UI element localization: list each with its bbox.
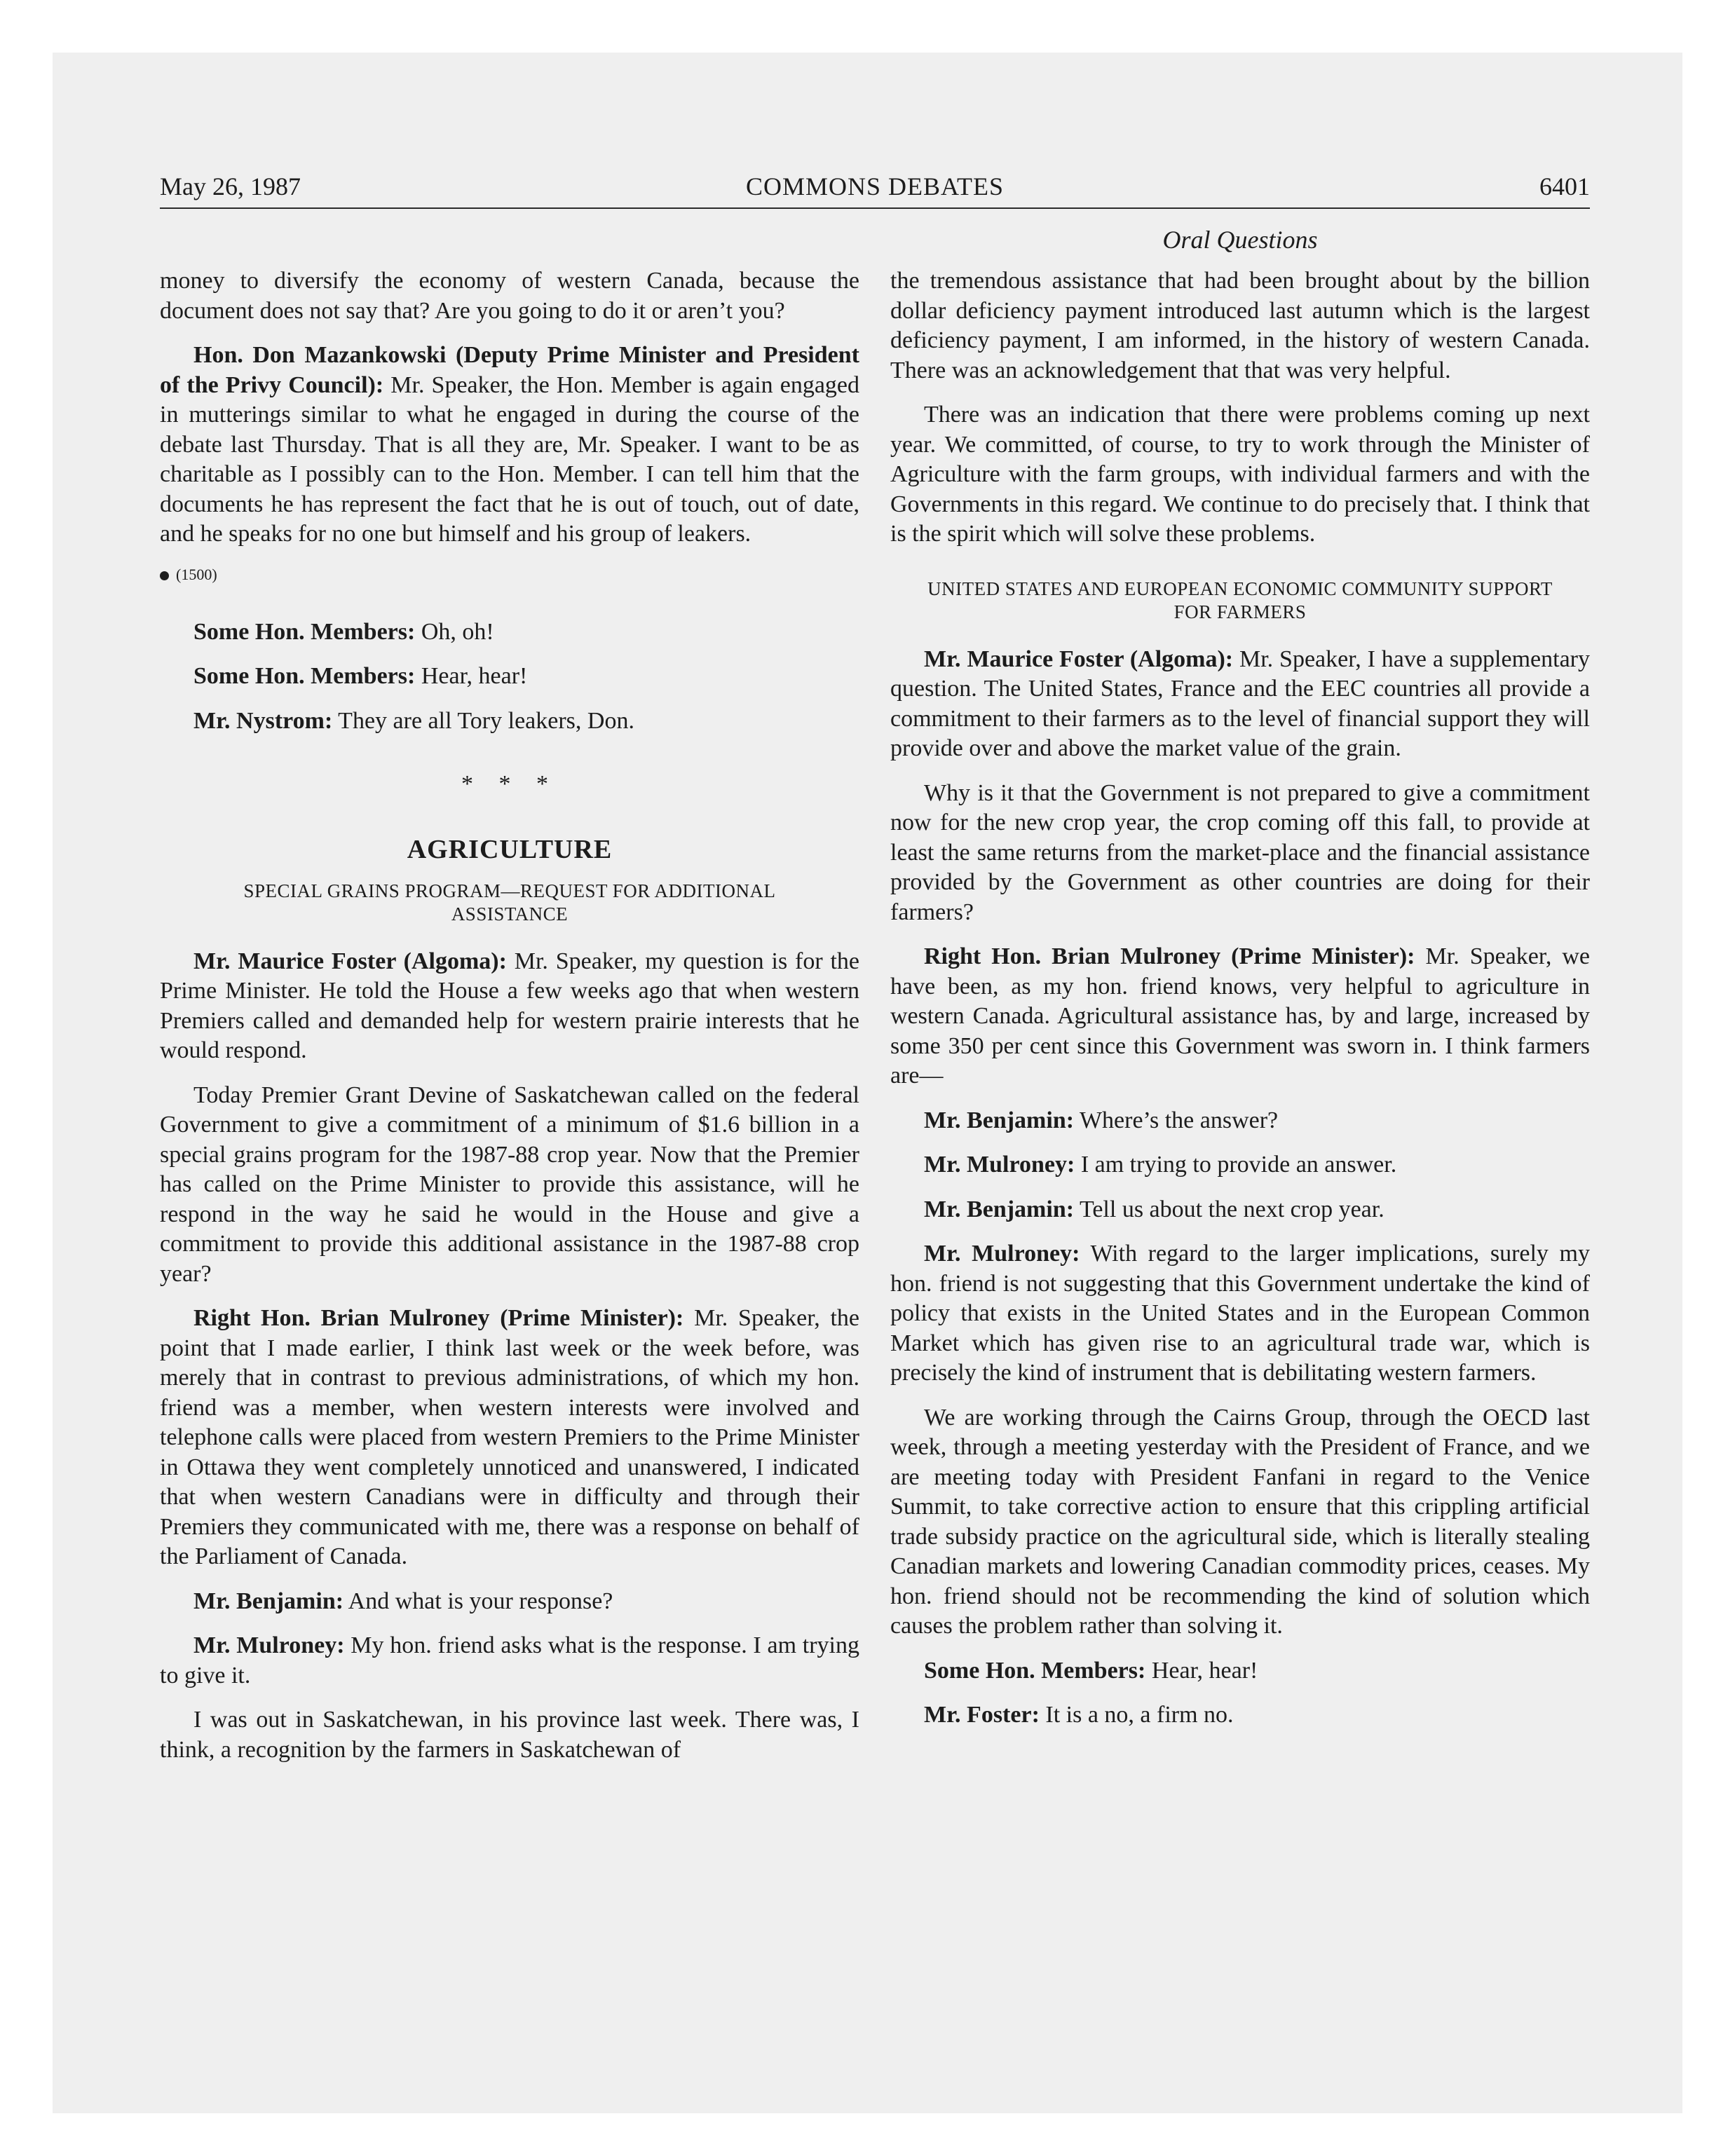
speaker-name: Right Hon. Brian Mulroney (Prime Minister): — [193, 1305, 684, 1331]
speech-text: Mr. Speaker, the Hon. Member is again engaged in mutterings similar to what he engaged in during the course of the debate last Thursday. That is all they are, Mr. Speaker. I want to be as charitable as I possibly can to the Hon. Member. I can tell him that the documents he has represent the fact that he is out of touch, out of date, and he speaks for no one but himself and his group of leakers. — [160, 371, 860, 547]
speech-text: Mr. Speaker, the point that I made earlier, I think last week or the week before, was merely that in contrast to previous administrations, of which my hon. friend was a member, when western interests were involved and telephone calls were placed from western Premiers to the Prime Minister in Ottawa they went completely unnoticed and unanswered, I indicated that when western Canadians were in difficulty and through their Premiers they communicated with me, there was a response on behalf of the Parliament of Canada. — [160, 1305, 860, 1569]
speech-text: Mr. Speaker, I have a supplementary question. The United States, France and the EEC countries all provide a commitment to their farmers as to the level of financial support they will provide over and above the market value of the grain. — [890, 646, 1590, 761]
paragraph — [160, 1304, 859, 1572]
subsection-heading: UNITED STATES AND EUROPEAN ECONOMIC COMMUNITY SUPPORT FOR FARMERS — [927, 578, 1553, 622]
paragraph — [160, 341, 859, 550]
paragraph: There was an indication that there were problems coming up next year. We committed, of course, to try to work through the Minister of Agriculture with the farm groups, with individual farmers and with the Governments in this regard. We continue to do precisely that. I think that is the spirit which will solve these problems. — [890, 402, 1590, 547]
bullet-icon — [160, 571, 169, 580]
speaker-name: Right Hon. Brian Mulroney (Prime Minister): — [924, 943, 1415, 969]
speaker-name: Mr. Benjamin: — [193, 1588, 344, 1614]
speaker-name: Mr. Mulroney: — [924, 1241, 1080, 1267]
speech-text: Mr. Speaker, my question is for the Prime Minister. He told the House a few weeks ago that when western Premiers called and demanded help for western prairie interests that he would respond. — [160, 948, 859, 1063]
paragraph — [160, 707, 859, 737]
time-marker — [160, 564, 859, 585]
paragraph — [160, 1631, 859, 1691]
paragraph — [160, 662, 859, 692]
right-column — [890, 266, 1590, 1745]
speaker-name: Mr. Nystrom: — [193, 707, 333, 734]
speaker-name: Mr. Maurice Foster (Algoma): — [924, 646, 1234, 672]
speaker-name: Mr. Foster: — [924, 1702, 1040, 1728]
section-heading: AGRICULTURE — [407, 834, 613, 864]
speech-text: Mr. Speaker, we have been, as my hon. friend knows, very helpful to agriculture in western Canada. Agricultural assistance has, by and large, increased by some 350 per cent since this Government was sworn in. I think farmers are— — [890, 943, 1590, 1089]
paragraph — [160, 618, 859, 648]
paragraph — [890, 1195, 1590, 1225]
paragraph: the tremendous assistance that had been brought about by the billion dollar deficiency payment introduced last autumn which is the largest deficiency payment, I am informed, in the history of western Canada. There was an acknowledgement that that was very helpful. — [890, 268, 1590, 383]
speech-text: It is a no, a firm no. — [1039, 1702, 1234, 1728]
paragraph — [890, 645, 1590, 764]
paragraph — [890, 1656, 1590, 1686]
speech-text: My hon. friend asks what is the response. I am trying to give it. — [160, 1632, 859, 1688]
paragraph: Why is it that the Government is not prepared to give a commitment now for the new crop year, the crop coming off this fall, to provide at least the same returns from the market-place and the financial assistance provided by the Government as other countries are doing for their farmers? — [890, 779, 1590, 925]
speaker-name: Mr. Mulroney: — [193, 1632, 345, 1658]
speaker-name: Hon. Don Mazankowski (Deputy Prime Minister and President of the Privy Council): — [160, 342, 859, 398]
paragraph: I was out in Saskatchewan, in his province last week. There was, I think, a recognition by the farmers in Saskatchewan of — [160, 1707, 859, 1763]
speaker-name: Mr. Benjamin: — [924, 1107, 1075, 1133]
speech-text: Hear, hear! — [415, 663, 528, 689]
speech-text: Where’s the answer? — [1074, 1107, 1279, 1133]
speaker-name: Mr. Mulroney: — [924, 1152, 1075, 1178]
speaker-name: Mr. Maurice Foster (Algoma): — [193, 948, 507, 974]
paragraph: We are working through the Cairns Group, through the OECD last week, through a meeting yesterday with the President of France, and we are meeting today with President Fanfani in regard to the Venice Summit, to take corrective action to ensure that this crippling artificial trade subsidy practice on the agricultural side, which is literally stealing Canadian markets and lowering Canadian commodity prices, ceases. My hon. friend should not be recommending the kind of solution which causes the problem rather than solving it. — [890, 1404, 1590, 1639]
speaker-name: Some Hon. Members: — [193, 618, 416, 645]
paragraph — [890, 1239, 1590, 1389]
speech-text: Tell us about the next crop year. — [1074, 1196, 1384, 1222]
speaker-name: Some Hon. Members: — [924, 1657, 1146, 1684]
speech-text: With regard to the larger implications, surely my hon. friend is not suggesting that this Government undertake the kind of policy that exists in the United States and in the European Common Market which has given rise to an agricultural trade war, which is precisely the kind of instrument that is debilitating western farmers. — [890, 1241, 1590, 1386]
left-column — [160, 266, 859, 1780]
paragraph: Today Premier Grant Devine of Saskatchewan called on the federal Government to give a commitment of a minimum of $1.6 billion in a special grains program for the 1987-88 crop year. Now that the Premier has called on the Prime Minister to provide this assistance, will he respond in the way he said he would in the House and give a commitment to provide this additional assistance in the 1987-88 crop year? — [160, 1082, 859, 1287]
speech-text: Hear, hear! — [1145, 1657, 1258, 1684]
time-marker-text: (1500) — [176, 565, 217, 583]
header-page-number: 6401 — [1539, 172, 1590, 200]
paragraph — [890, 1700, 1590, 1731]
paragraph — [890, 1150, 1590, 1180]
paragraph — [160, 1587, 859, 1617]
paragraph — [890, 942, 1590, 1091]
header-title: COMMONS DEBATES — [745, 172, 1005, 200]
speaker-name: Mr. Benjamin: — [924, 1196, 1075, 1222]
paragraph: money to diversify the economy of western Canada, because the document does not say that? Are you going to do it or aren’t you? — [160, 268, 859, 324]
speech-text: Oh, oh! — [415, 618, 494, 645]
paragraph — [160, 947, 859, 1066]
speech-text: And what is your response? — [343, 1588, 613, 1614]
speaker-name: Some Hon. Members: — [193, 663, 416, 689]
section-label: Oral Questions — [1162, 226, 1318, 254]
section-separator: * * * — [461, 771, 558, 797]
speech-text: They are all Tory leakers, Don. — [332, 707, 634, 734]
subsection-heading: SPECIAL GRAINS PROGRAM—REQUEST FOR ADDITIONAL ASSISTANCE — [243, 880, 776, 925]
speech-text: I am trying to provide an answer. — [1075, 1152, 1397, 1178]
paragraph — [890, 1106, 1590, 1136]
page-header — [160, 168, 1590, 209]
header-date: May 26, 1987 — [160, 172, 301, 200]
